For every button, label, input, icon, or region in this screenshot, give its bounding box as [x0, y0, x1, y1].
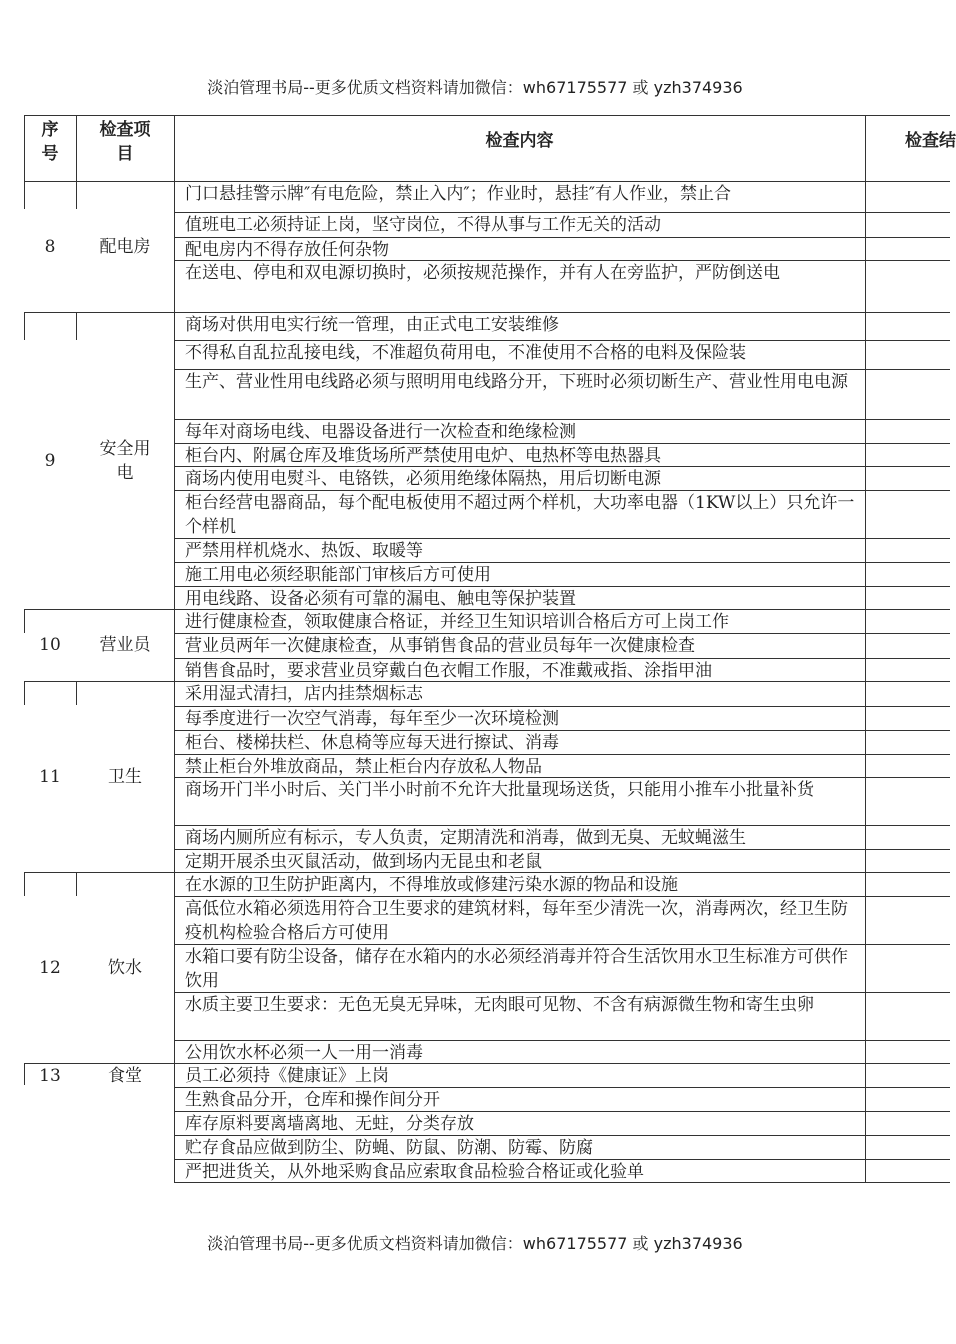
table-row-content: 不得私自乱拉乱接电线，不准超负荷用电，不准使用不合格的电料及保险装	[185, 343, 746, 363]
cell-tick	[24, 681, 25, 705]
table-row-content: 进行健康检查，领取健康合格证，并经卫生知识培训合格后方可上岗工作	[185, 612, 729, 632]
table-row-content: 每年对商场电线、电器设备进行一次检查和绝缘检测	[185, 422, 576, 442]
table-row-content: 生产、营业性用电线路必须与照明用电线路分开，下班时必须切断生产、营业性用电电源	[185, 372, 848, 392]
table-row-content: 商场对供用电实行统一管理，由正式电工安装维修	[185, 315, 559, 335]
group-item-label: 安全用电	[99, 439, 151, 483]
column-header-no: 序号	[41, 120, 59, 164]
group-number: 9	[44, 451, 56, 471]
table-row-content: 贮存食品应做到防尘、防蝇、防鼠、防潮、防霉、防腐	[185, 1138, 593, 1158]
column-divider	[174, 609, 175, 681]
column-divider	[865, 1063, 866, 1182]
column-divider	[174, 312, 175, 609]
table-row-content: 商场开门半小时后、关门半小时前不允许大批量现场送货，只能用小推车小批量补货	[185, 780, 814, 800]
table-row-content: 水质主要卫生要求：无色无臭无异味，无肉眼可见物、不含有病源微生物和寄生虫卵	[185, 995, 814, 1015]
group-separator	[24, 681, 174, 682]
table-row-content: 商场内厕所应有标示，专人负责，定期清洗和消毒，做到无臭、无蚊蝇滋生	[185, 828, 746, 848]
group-separator	[24, 181, 174, 182]
table-row-content: 柜台内、附属仓库及堆货场所严禁使用电炉、电热杯等电热器具	[185, 446, 661, 466]
column-divider	[865, 872, 866, 1063]
group-number: 8	[44, 237, 56, 257]
table-row-content: 商场内使用电熨斗、电铬铁，必须用绝缘体隔热，用后切断电源	[185, 469, 661, 489]
group-number: 11	[39, 767, 61, 787]
cell-tick	[76, 681, 77, 705]
table-row-content: 门口悬挂警示牌″有电危险，禁止入内″；作业时，悬挂″有人作业，禁止合	[185, 184, 732, 204]
table-row-content: 公用饮水杯必须一人一用一消毒	[185, 1043, 423, 1063]
column-header-content: 检查内容	[485, 131, 554, 151]
cell-tick	[24, 312, 25, 340]
table-row-content: 用电线路、设备必须有可靠的漏电、触电等保护装置	[185, 589, 576, 609]
cell-tick	[24, 872, 25, 896]
cell-tick	[24, 609, 25, 633]
table-row-content: 严禁用样机烧水、热饭、取暖等	[185, 541, 423, 561]
table-row-content: 库存原料要离墙离地、无蛀，分类存放	[185, 1114, 474, 1134]
table-row-content: 水箱口要有防尘设备，储存在水箱内的水必须经消毒并符合生活饮用水卫生标准方可供作饮用	[185, 947, 848, 991]
group-item-label: 配电房	[99, 237, 151, 257]
group-number: 10	[39, 635, 61, 655]
table-row-content: 营业员两年一次健康检查，从事销售食品的营业员每年一次健康检查	[185, 636, 695, 656]
table-row-content: 施工用电必须经职能部门审核后方可使用	[185, 565, 491, 585]
table-row-content: 定期开展杀虫灭鼠活动，做到场内无昆虫和老鼠	[185, 852, 542, 872]
table-row-content: 柜台经营电器商品，每个配电板使用不超过两个样机，大功率电器（1KW以上）只允许一个样机	[185, 493, 855, 537]
group-separator	[24, 312, 174, 313]
cell-tick	[24, 181, 25, 209]
table-row-content: 销售食品时，要求营业员穿戴白色衣帽工作服，不准戴戒指、涂指甲油	[185, 661, 712, 681]
table-row-content: 在送电、停电和双电源切换时，必须按规范操作，并有人在旁监护，严防倒送电	[185, 263, 780, 283]
group-item-label: 食堂	[108, 1066, 142, 1086]
table-row-content: 生熟食品分开，仓库和操作间分开	[185, 1090, 440, 1110]
table-row-content: 柜台、楼梯扶栏、休息椅等应每天进行擦试、消毒	[185, 733, 559, 753]
group-item-label: 卫生	[108, 767, 142, 787]
table-row-content: 采用湿式清扫，店内挂禁烟标志	[185, 684, 423, 704]
table-bottom-border	[174, 1182, 950, 1183]
header-note: 淡泊管理书局--更多优质文档资料请加微信：wh67175577 或 yzh374936	[207, 78, 743, 97]
group-item-label: 营业员	[99, 635, 151, 655]
table-row-content: 配电房内不得存放任何杂物	[185, 240, 389, 260]
table-top-border	[24, 115, 950, 116]
column-divider	[174, 1063, 175, 1182]
column-divider	[865, 181, 866, 312]
group-separator	[24, 872, 174, 873]
cell-tick	[76, 312, 77, 340]
group-number: 13	[39, 1066, 61, 1086]
column-divider	[865, 312, 866, 609]
footer-note: 淡泊管理书局--更多优质文档资料请加微信：wh67175577 或 yzh374936	[207, 1234, 743, 1253]
table-row-content: 员工必须持《健康证》上岗	[185, 1066, 389, 1086]
column-divider	[174, 181, 175, 312]
table-row-content: 禁止柜台外堆放商品，禁止柜台内存放私人物品	[185, 757, 542, 777]
column-divider	[174, 872, 175, 1063]
cell-tick	[76, 872, 77, 896]
group-separator	[24, 609, 174, 610]
column-header-result: 检查结	[905, 131, 956, 151]
cell-tick	[76, 181, 77, 209]
column-divider	[865, 115, 866, 181]
table-row-content: 值班电工必须持证上岗，坚守岗位，不得从事与工作无关的活动	[185, 215, 661, 235]
group-number: 12	[39, 958, 61, 978]
group-item-label: 饮水	[108, 958, 142, 978]
table-row-content: 高低位水箱必须选用符合卫生要求的建筑材料，每年至少清洗一次，消毒两次，经卫生防疫机构检验合格后方可使用	[185, 899, 848, 943]
table-row-content: 每季度进行一次空气消毒，每年至少一次环境检测	[185, 709, 559, 729]
table-row-content: 在水源的卫生防护距离内，不得堆放或修建污染水源的物品和设施	[185, 875, 678, 895]
column-header-item: 检查项目	[99, 120, 151, 164]
table-row-content: 严把进货关，从外地采购食品应索取食品检验合格证或化验单	[185, 1162, 644, 1182]
column-divider	[865, 609, 866, 681]
